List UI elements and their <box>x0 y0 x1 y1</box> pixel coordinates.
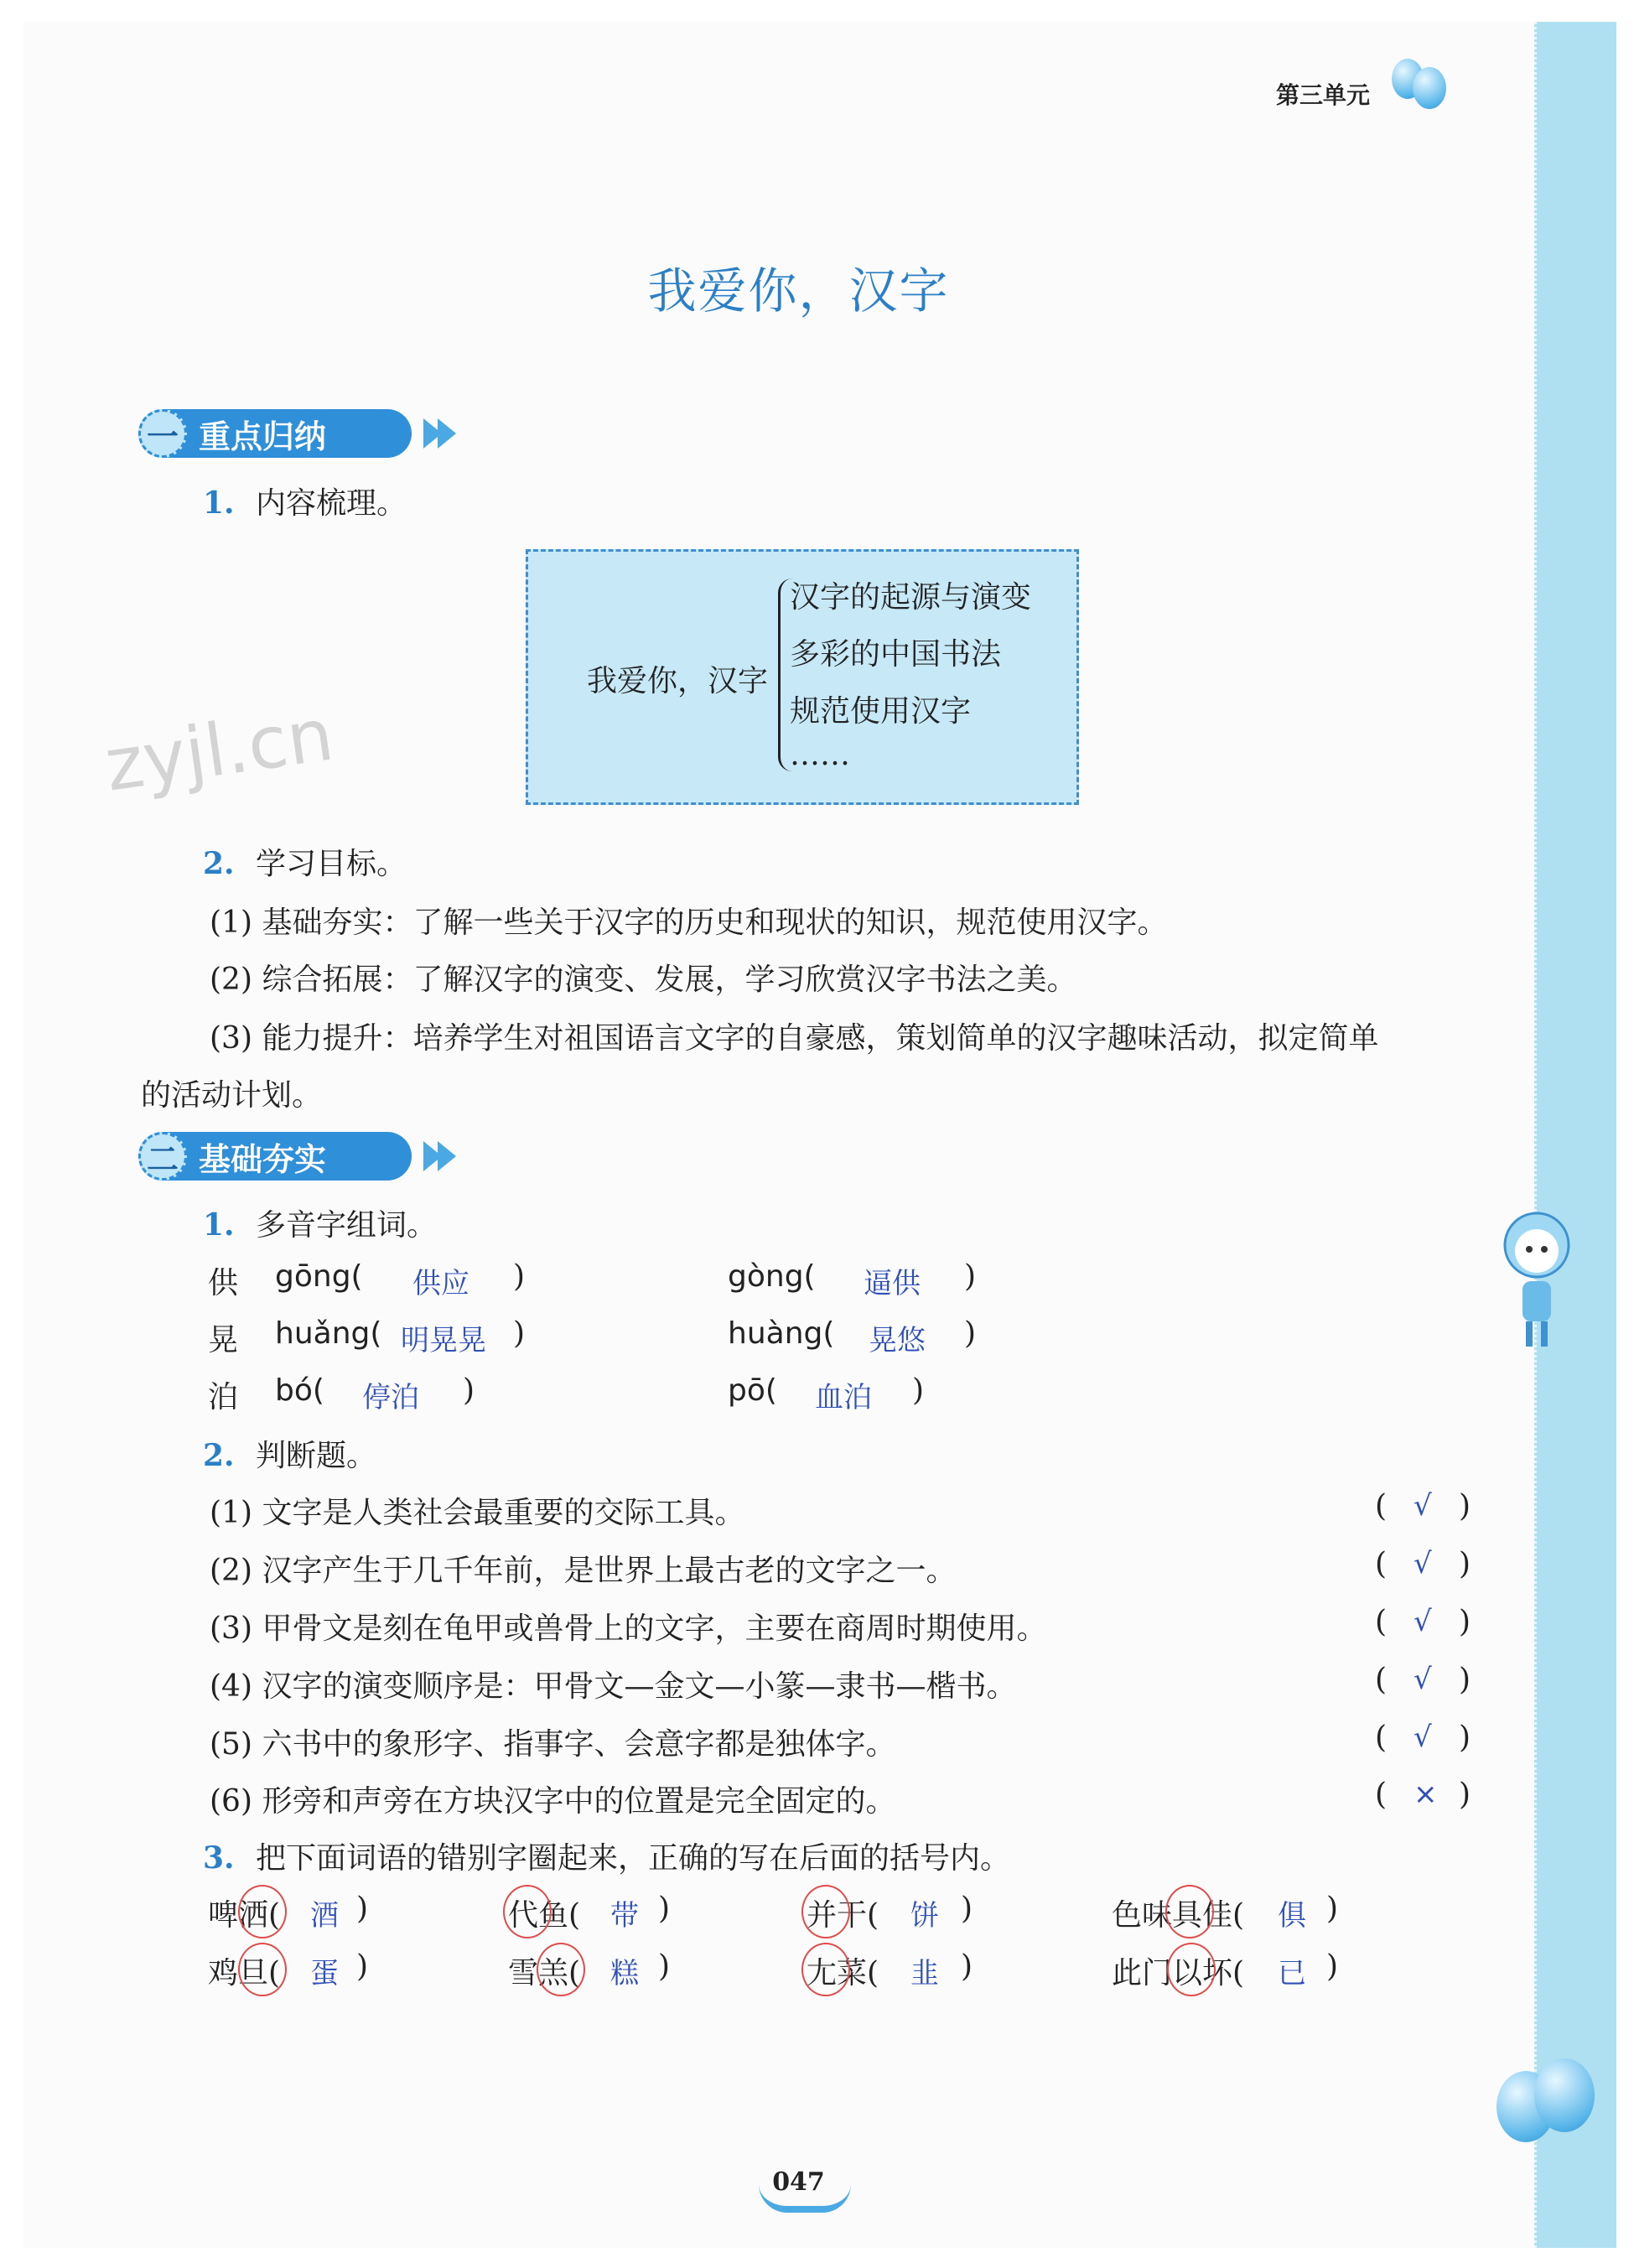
objective-line: 的活动计划。 <box>141 1078 323 1113</box>
error-circle <box>537 1943 585 1996</box>
mindmap-branch: 汉字的起源与演变 <box>790 580 1032 615</box>
error-circle <box>801 1885 850 1938</box>
arrow-icon <box>438 1141 456 1171</box>
objective-line: (1) 基础夯实：了解一些关于汉字的历史和现状的知识，规范使用汉字。 <box>210 906 1168 940</box>
error-circle <box>238 1885 287 1938</box>
question-2: 2. 学习目标。 <box>203 846 407 881</box>
page-title: 我爱你，汉字 <box>647 262 950 319</box>
balloon-icon <box>1413 67 1446 109</box>
error-circle <box>1165 1885 1214 1938</box>
section-badge-1 <box>138 409 412 458</box>
question-1: 1. 内容梳理。 <box>203 485 407 521</box>
objective-line: (3) 能力提升：培养学生对祖国语言文字的自豪感，策划简单的汉字趣味活动，拟定简单 <box>210 1021 1379 1056</box>
page-number-wave <box>759 2184 851 2213</box>
error-circle <box>503 1885 552 1938</box>
section-number: 二 <box>138 1132 187 1181</box>
mindmap-branch: 多彩的中国书法 <box>790 637 1002 672</box>
section-badge-2 <box>138 1132 412 1181</box>
section-number: 一 <box>138 409 187 458</box>
question-2-judgement: 2. 判断题。 <box>203 1438 377 1473</box>
mindmap-branch: 规范使用汉字 <box>790 694 972 729</box>
watermark: zyjl.cn <box>100 693 339 808</box>
section-label: 基础夯实 <box>199 1140 327 1178</box>
arrow-icon <box>438 418 456 449</box>
question-1-polyphone: 1. 多音字组词。 <box>203 1207 438 1243</box>
question-3-correction: 3. 把下面词语的错别字圈起来，正确的写在后面的括号内。 <box>203 1840 1011 1876</box>
unit-header: 第三单元 <box>1276 81 1371 109</box>
error-circle <box>1167 1943 1216 1996</box>
page-number: 047 <box>772 2167 825 2197</box>
right-decorative-strip <box>1534 22 1616 2248</box>
balloon-icon <box>1534 2058 1595 2132</box>
error-circle <box>238 1943 287 1996</box>
mindmap-root: 我爱你，汉字 <box>587 664 769 698</box>
section-label: 重点归纳 <box>199 418 327 455</box>
error-circle <box>801 1943 850 1996</box>
mindmap-branch: …… <box>790 738 850 772</box>
girl-icon <box>1499 1207 1574 1354</box>
objective-line: (2) 综合拓展：了解汉字的演变、发展，学习欣赏汉字书法之美。 <box>210 963 1077 997</box>
